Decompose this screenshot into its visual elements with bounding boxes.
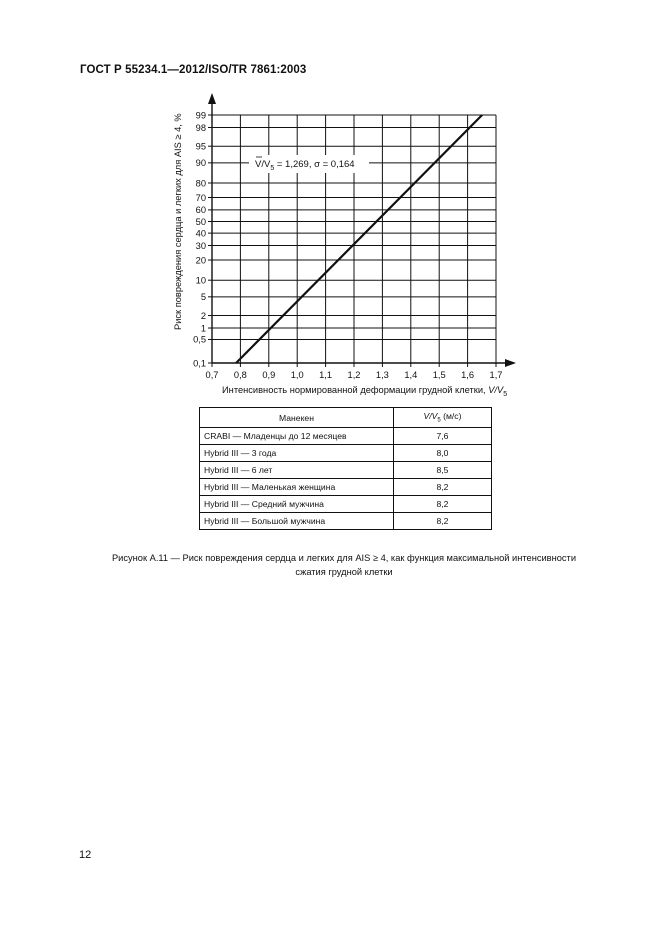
dummy-cell: Hybrid III — Маленькая женщина [200, 479, 394, 496]
y-tick-label: 50 [195, 216, 206, 227]
y-tick-label: 5 [200, 292, 206, 303]
dummy-cell: Hybrid III — 3 года [200, 445, 394, 462]
x-tick-label: 1,6 [461, 370, 475, 380]
x-tick-label: 1,0 [290, 370, 304, 380]
risk-chart [0, 0, 661, 400]
x-axis-label-var: V/V [488, 385, 504, 395]
caption-line-2: сжатия грудной клетки [295, 567, 393, 577]
y-tick-label: 1 [200, 323, 206, 334]
series-line [236, 115, 482, 363]
y-tick-label: 30 [195, 240, 206, 251]
y-axis-label: Риск повреждения сердца и легких для AIS ≥ 4, % [173, 113, 183, 330]
x-axis-label-text: Интенсивность нормированной деформации грудной клетки, [222, 385, 489, 395]
table-row [200, 513, 492, 530]
header-velocity-var: V/V [423, 411, 438, 422]
dummy-cell: Hybrid III — Средний мужчина [200, 496, 394, 513]
series-group [236, 115, 482, 363]
x-axis-arrow [505, 359, 516, 367]
value-cell: 8,2 [394, 496, 492, 513]
annotation-sub: 5 [270, 165, 275, 172]
table-row [200, 496, 492, 513]
table-header-row [200, 408, 492, 428]
dummy-cell: Hybrid III — 6 лет [200, 462, 394, 479]
annotation-params: = 1,269, σ = 0,164 [274, 159, 355, 170]
y-axis-arrow [208, 93, 216, 104]
table-row [200, 445, 492, 462]
y-tick-label: 98 [195, 122, 206, 133]
value-cell: 8,2 [394, 513, 492, 530]
figure-caption [60, 551, 628, 579]
dummy-cell: Hybrid III — Большой мужчина [200, 513, 394, 530]
x-tick-label: 0,8 [233, 370, 247, 380]
x-tick-label: 0,7 [205, 370, 219, 380]
x-tick-label: 1,2 [347, 370, 361, 380]
dummy-cell: CRABI — Младенцы до 12 месяцев [200, 428, 394, 445]
y-tick-label: 99 [195, 110, 206, 121]
table-row [200, 462, 492, 479]
standard-code-header: ГОСТ Р 55234.1—2012/ISO/TR 7861:2003 [80, 64, 307, 76]
header-velocity-sub: 5 [437, 417, 441, 424]
table-row [200, 479, 492, 496]
annotation-var: V/V [255, 159, 271, 170]
x-tick-label: 0,9 [262, 370, 276, 380]
table-row [200, 428, 492, 445]
x-tick-label: 1,4 [404, 370, 418, 380]
x-tick-labels [206, 370, 503, 380]
y-tick-label: 70 [195, 192, 206, 203]
y-tick-label: 90 [195, 158, 206, 169]
y-tick-label: 60 [195, 205, 206, 216]
y-tick-labels [193, 110, 206, 368]
x-axis-label-sub: 5 [503, 391, 508, 398]
y-tick-label: 10 [195, 275, 206, 286]
value-cell: 8,2 [394, 479, 492, 496]
page-number: 12 [79, 849, 92, 861]
value-cell: 7,6 [394, 428, 492, 445]
y-tick-label: 40 [195, 228, 206, 239]
header-dummy: Манекен [200, 408, 394, 428]
value-cell: 8,5 [394, 462, 492, 479]
header-velocity-unit: (м/с) [440, 411, 462, 422]
x-tick-label: 1,1 [319, 370, 333, 380]
y-tick-label: 0,5 [193, 334, 206, 345]
x-axis-label [222, 385, 507, 398]
header-velocity [394, 408, 492, 428]
x-tick-label: 1,3 [375, 370, 389, 380]
x-tick-label: 1,7 [489, 370, 503, 380]
axes [208, 93, 516, 367]
caption-line-1: Рисунок А.11 — Риск повреждения сердца и легких для AIS ≥ 4, как функция максимальной интенсивности [111, 553, 577, 563]
x-tick-label: 1,5 [432, 370, 446, 380]
y-tick-label: 20 [195, 255, 206, 266]
dummy-velocity-table [199, 407, 492, 530]
y-tick-label: 80 [195, 178, 206, 189]
value-cell: 8,0 [394, 445, 492, 462]
y-tick-label: 95 [195, 141, 206, 152]
y-tick-label: 2 [200, 310, 206, 321]
y-tick-label: 0,1 [193, 358, 206, 369]
